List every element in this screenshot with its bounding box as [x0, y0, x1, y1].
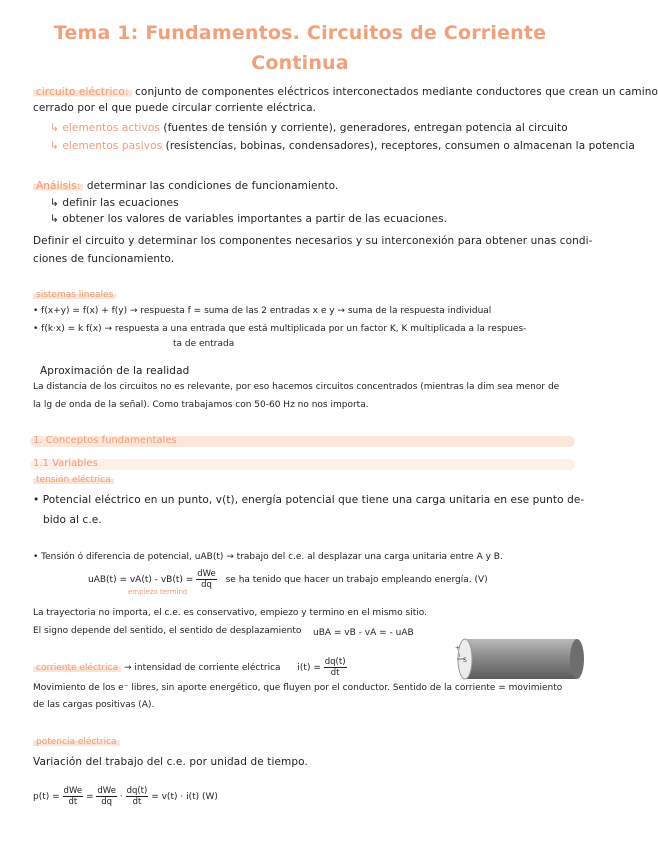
aproximacion-p2: la lg de onda de la señal). Como trabajamos con 50-60 Hz no nos importa. [33, 400, 369, 410]
analisis-paragraph-2: ciones de funcionamiento. [33, 253, 175, 265]
sistemas-lineales-heading [33, 290, 116, 300]
corriente-term: corriente eléctrica [33, 663, 121, 673]
potencial-electrico-line-2: bido al c.e. [43, 514, 102, 526]
linealidad-bullet-2b: ta de entrada [173, 339, 235, 349]
corriente-eq-den: dt [330, 668, 340, 678]
signo-equation: uBA = vB - vA = - uAB [313, 628, 414, 638]
circuito-def-1: conjunto de componentes eléctricos interconectados mediante conductores que crean un camino [135, 86, 658, 98]
tension-heading-text: tensión eléctrica [33, 475, 114, 485]
circuito-def-2: cerrado por el que puede circular corriente eléctrica. [33, 102, 317, 114]
potencia-heading-text: potencia eléctrica [33, 737, 120, 747]
analisis-term: Análisis: [33, 180, 83, 192]
cylinder-i-label: i [459, 653, 461, 659]
tension-eq-lhs: uAB(t) = vA(t) - vB(t) = [88, 575, 194, 585]
potencia-frac-3 [126, 786, 149, 807]
elementos-pasivos-text: (resistencias, bobinas, condensadores), receptores, consumen o almacenan la potencia [165, 140, 635, 152]
section-heading: 1. Conceptos fundamentales [33, 435, 177, 446]
tension-eq-den: dq [201, 580, 212, 590]
tension-eq-rhs: se ha tenido que hacer un trabajo empleando energía. (V) [225, 575, 488, 585]
conductor-cylinder-illustration [455, 636, 585, 682]
cylinder-s-label: S [463, 657, 467, 664]
corriente-p2: de las cargas positivas (A). [33, 700, 155, 710]
aproximacion-heading: Aproximación de la realidad [40, 365, 190, 377]
potencia-equation [33, 786, 218, 807]
corriente-eq-fraction [324, 657, 347, 678]
potencia-heading [33, 737, 120, 747]
potencia-eq-rhs: = v(t) · i(t) (W) [151, 792, 218, 802]
diferencia-potencial-line: • Tensión ó diferencia de potencial, uAB(t) → trabajo del c.e. al desplazar una carga unitaria entre A y B. [33, 552, 503, 562]
potencial-electrico-line-1: • Potencial eléctrico en un punto, v(t), energía potencial que tiene una carga unitaria en ese punto de- [33, 494, 585, 506]
tension-heading [33, 475, 114, 485]
potencia-frac-1-num: dWe [63, 786, 83, 796]
analisis-line [33, 180, 338, 192]
corriente-def: → intensidad de corriente eléctrica [123, 663, 281, 673]
potencia-frac-2-den: dq [101, 797, 113, 807]
corriente-eq-lhs: i(t) = [297, 663, 321, 673]
tension-eq-sublabels: empiezo termino [128, 588, 188, 596]
potencia-def: Variación del trabajo del c.e. por unidad de tiempo. [33, 756, 308, 768]
sistemas-lineales-heading-text: sistemas lineales [33, 290, 116, 300]
subsection-highlight-bar [30, 459, 575, 470]
tension-eq-num: dWe [197, 569, 216, 579]
potencia-eq-dot: · [119, 792, 123, 802]
potencia-eq-equals: = [85, 792, 94, 802]
potencia-frac-2 [96, 786, 117, 807]
linealidad-bullet-2a: • f(k·x) = k f(x) → respuesta a una entrada que está multiplicada por un factor K, K multiplicada a la respues- [33, 324, 527, 334]
subsection-heading: 1.1 Variables [33, 458, 98, 469]
tension-eq-fraction [196, 569, 217, 590]
analisis-step-2: ↳ obtener los valores de variables importantes a partir de las ecuaciones. [50, 213, 448, 225]
cylinder-body [465, 639, 577, 679]
analisis-step-1: ↳ definir las ecuaciones [50, 197, 179, 209]
aproximacion-p1: La distancia de los circuitos no es relevante, por eso hacemos circuitos concentrados (mientras la dim sea menor de [33, 382, 560, 392]
potencia-frac-3-den: dt [132, 797, 142, 807]
corriente-eq-num: dq(t) [324, 657, 346, 667]
elementos-activos-line [50, 122, 568, 134]
potencia-eq-p: p(t) = [33, 792, 60, 802]
cylinder-plus-label: + [455, 645, 461, 652]
tension-equation [88, 569, 488, 590]
potencia-frac-1 [63, 786, 84, 807]
page-title-line-1: Tema 1: Fundamentos. Circuitos de Corriente [53, 22, 547, 44]
linealidad-bullet-1: • f(x+y) = f(x) + f(y) → respuesta f = suma de las 2 entradas x e y → suma de la respuesta individual [33, 306, 492, 316]
analisis-def: determinar las condiciones de funcionamiento. [86, 180, 339, 192]
circuito-term: circuito eléctrico: [33, 86, 132, 98]
cylinder-end [570, 639, 584, 679]
potencia-frac-1-den: dt [68, 797, 78, 807]
elementos-activos-label: ↳ elementos activos [50, 122, 160, 134]
corriente-line [33, 657, 347, 678]
elementos-activos-text: (fuentes de tensión y corriente), generadores, entregan potencia al circuito [163, 122, 568, 134]
elementos-pasivos-label: ↳ elementos pasivos [50, 140, 163, 152]
analisis-paragraph-1: Definir el circuito y determinar los componentes necesarios y su interconexión para obtener unas condi- [33, 235, 593, 247]
elementos-pasivos-line [50, 140, 635, 152]
potencia-frac-3-num: dq(t) [126, 786, 148, 796]
trayectoria-line: La trayectoria no importa, el c.e. es conservativo, empiezo y termino en el mismo sitio. [33, 608, 427, 618]
corriente-p1: Movimiento de los e⁻ libres, sin aporte energético, que fluyen por el conductor. Sentido de la corriente = movimiento [33, 683, 563, 693]
potencia-frac-2-num: dWe [97, 786, 116, 796]
page-title-line-2: Continua [251, 52, 349, 74]
circuito-definition-line-1 [33, 86, 658, 98]
signo-line: El signo depende del sentido, el sentido de desplazamiento [33, 626, 302, 636]
